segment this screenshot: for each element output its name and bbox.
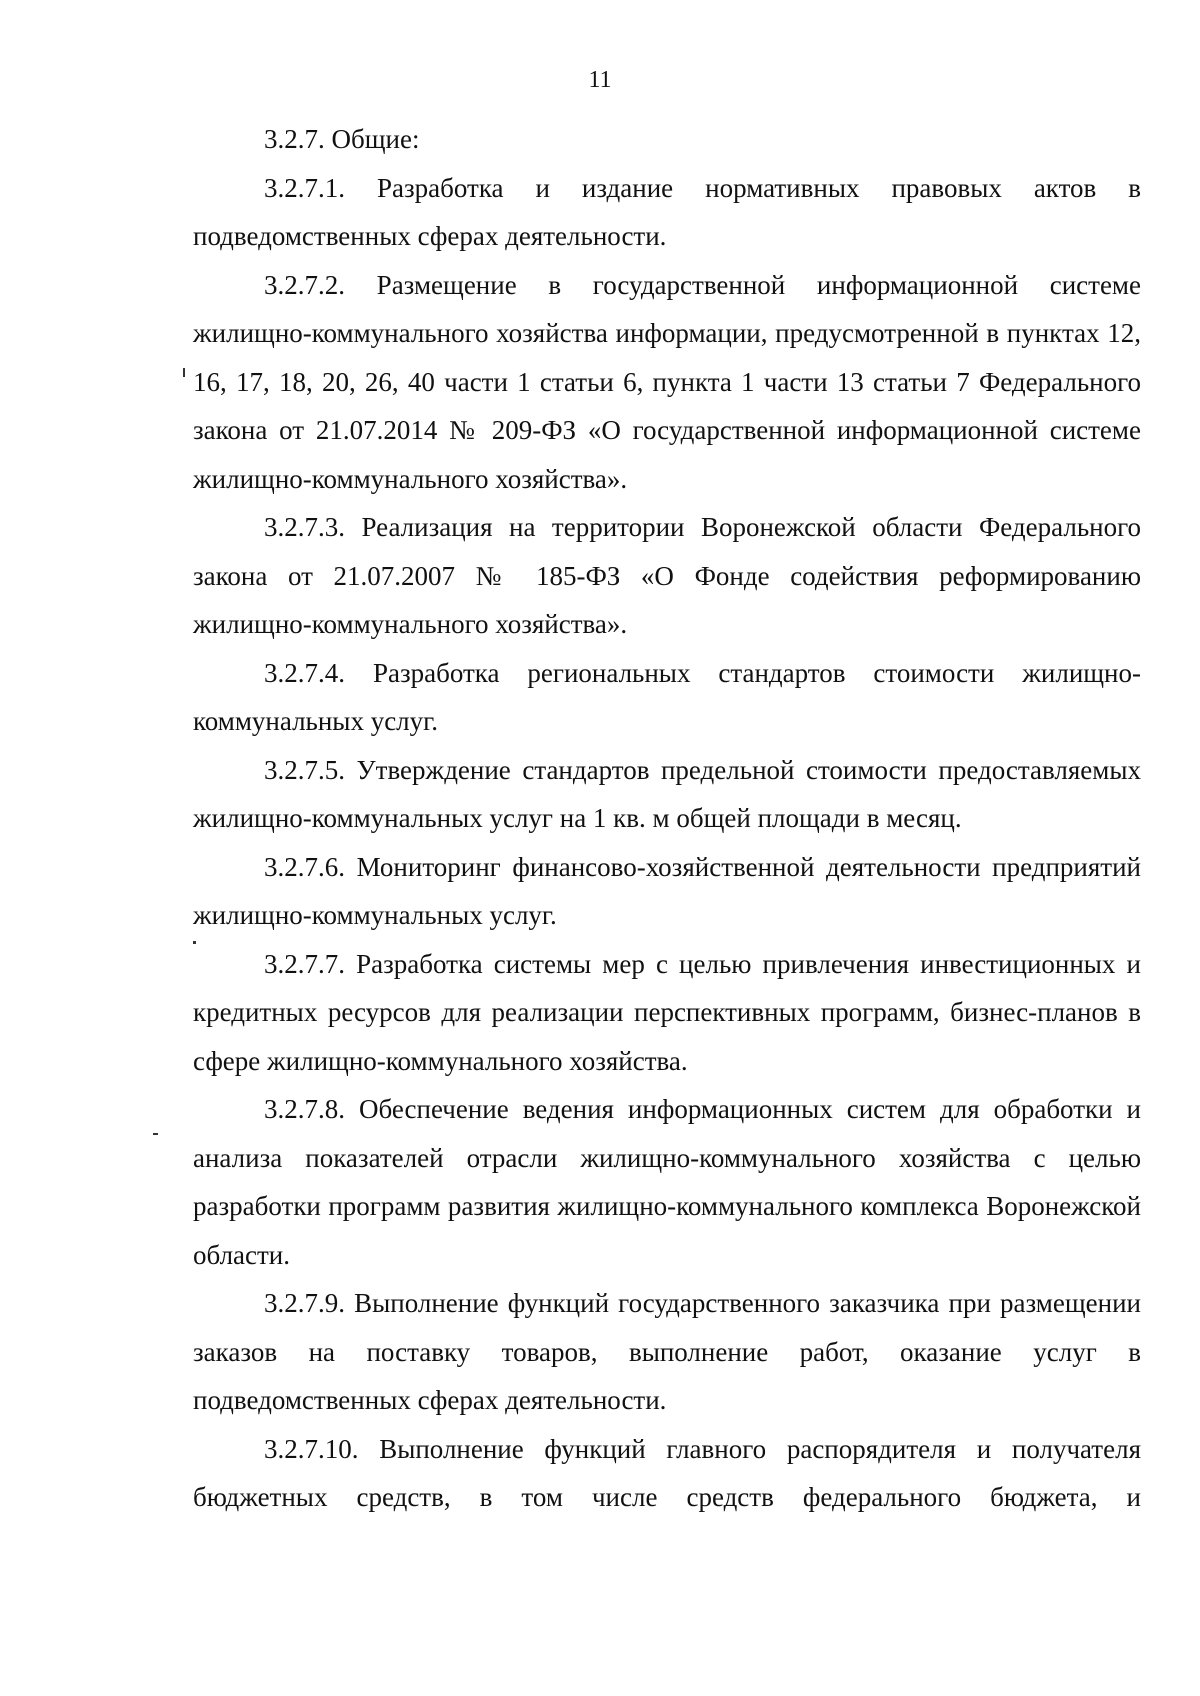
paragraph-3-2-7-10: 3.2.7.10. Выполнение функций главного распорядителя и получателя бюджетных средств, в том числе средств федерального бюджета, и [193, 1433, 1141, 1512]
document-body [193, 115, 1141, 1522]
paragraph-3-2-7-7: 3.2.7.7. Разработка системы мер с целью привлечения инвестиционных и кредитных ресурсов для реализации перспективных программ, бизнес-планов в сфере жилищно-коммунального хозяйства. [193, 948, 1141, 1076]
paragraph-3-2-7-9: 3.2.7.9. Выполнение функций государственного заказчика при размещении заказов на поставку товаров, выполнение работ, оказание услуг в подведомственных сферах деятельности. [193, 1288, 1141, 1415]
paragraph-3-2-7-8: 3.2.7.8. Обеспечение ведения информационных систем для обработки и анализа показателей отрасли жилищно-коммунального хозяйства с целью разработки программ развития жилищно-коммунального комплекса Воронежской области. [193, 1094, 1141, 1270]
paragraph-3-2-7-1: 3.2.7.1. Разработка и издание нормативных правовых актов в подведомственных сферах деятельности. [193, 172, 1141, 251]
scan-speck [153, 1133, 158, 1135]
paragraph-3-2-7-3: 3.2.7.3. Реализация на территории Воронежской области Федерального закона от 21.07.2007 № 185-ФЗ «О Фонде содействия реформированию жилищно-коммунального хозяйства». [193, 512, 1141, 639]
scan-speck [183, 368, 185, 377]
paragraph-3-2-7-2: 3.2.7.2. Размещение в государственной информационной системе жилищно-коммунального хозяйства информации, предусмотренной в пунктах 12, 16, 17, 18, 20, 26, 40 части 1 статьи 6, пункта 1 части 13 статьи 7 Федерального закона от 21.07.2014 № 209-ФЗ «О государственной информационной системе жилищно-коммунального хозяйства». [193, 269, 1141, 494]
page-number: 11 [588, 67, 612, 93]
paragraph-3-2-7-6: 3.2.7.6. Мониторинг финансово-хозяйственной деятельности предприятий жилищно-коммунальных услуг. [193, 851, 1141, 930]
paragraph-3-2-7: 3.2.7. Общие: [264, 124, 420, 154]
paragraph-3-2-7-4: 3.2.7.4. Разработка региональных стандартов стоимости жилищно-коммунальных услуг. [193, 657, 1141, 736]
scan-speck [193, 941, 196, 944]
paragraph-3-2-7-5: 3.2.7.5. Утверждение стандартов предельной стоимости предоставляемых жилищно-коммунальных услуг на 1 кв. м общей площади в месяц. [193, 754, 1141, 833]
